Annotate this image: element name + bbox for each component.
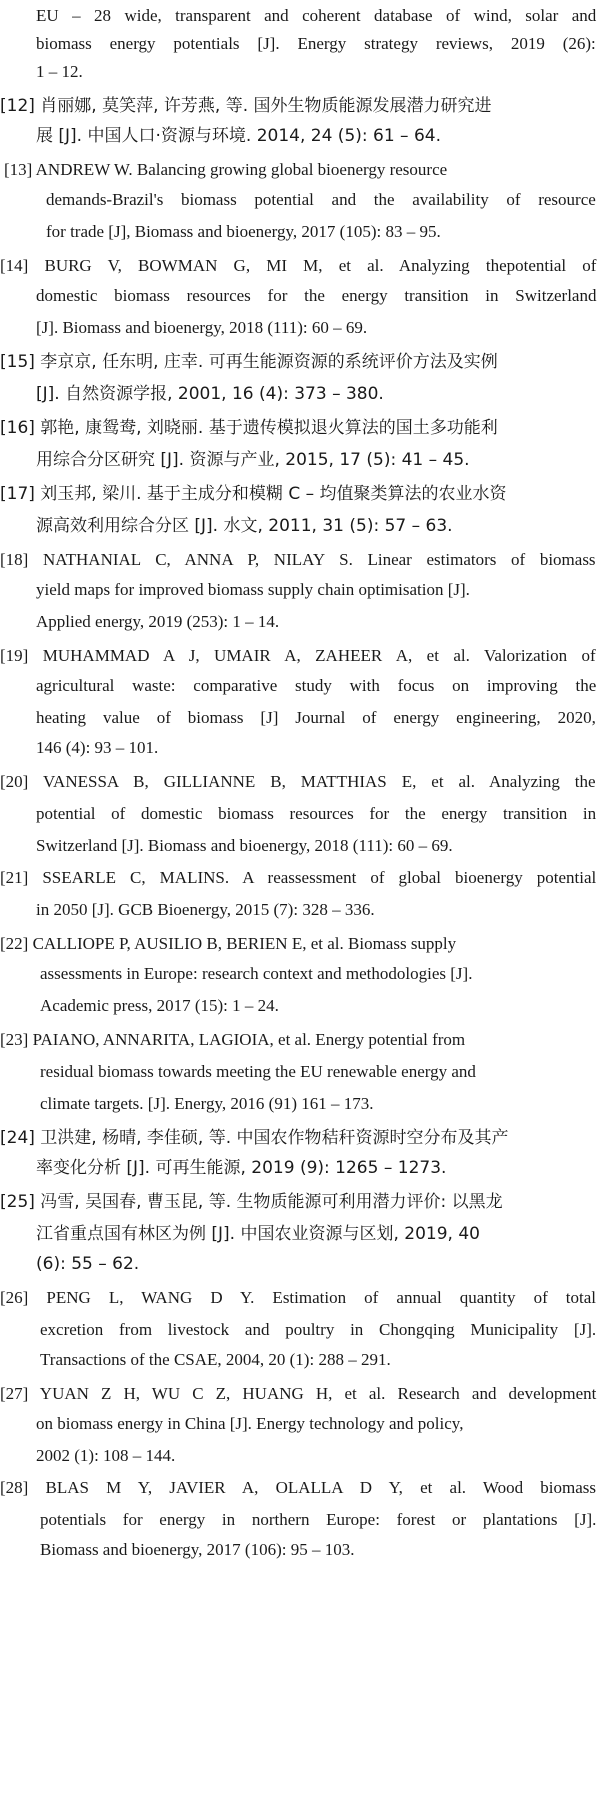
reference-entry-line: 146 (4): 93 – 101. [36, 738, 159, 757]
reference-entry-line: 展 [J]. 中国人口·资源与环境. 2014, 24 (5): 61 – 64. [36, 126, 441, 146]
reference-entry-line: biomass energy potentials [J]. Energy strategy reviews, 2019 (26): [36, 34, 596, 53]
reference-entry-line: demands-Brazil's biomass potential and the availability of resource [46, 190, 596, 209]
reference-entry-line: for trade [J], Biomass and bioenergy, 2017 (105): 83 – 95. [46, 222, 441, 241]
reference-entry-line: agricultural waste: comparative study with focus on improving the [36, 676, 597, 695]
reference-entry-line: climate targets. [J]. Energy, 2016 (91) 161 – 173. [40, 1094, 374, 1113]
reference-entry-first-line: [23] PAIANO, ANNARITA, LAGIOIA, et al. Energy potential from [0, 1030, 466, 1049]
reference-entry-first-line: [24] 卫洪建, 杨晴, 李佳硕, 等. 中国农作物秸秆资源时空分布及其产 [0, 1128, 509, 1148]
reference-entry-line: 2002 (1): 108 – 144. [36, 1446, 176, 1465]
reference-entry-line: 源高效利用综合分区 [J]. 水文, 2011, 31 (5): 57 – 63. [36, 516, 453, 536]
reference-entry-first-line: [12] 肖丽娜, 莫笑萍, 许芳燕, 等. 国外生物质能源发展潜力研究进 [0, 96, 492, 116]
reference-entry-first-line: EU – 28 wide, transparent and coherent database of wind, solar and [36, 6, 597, 25]
reference-entry-line: [J]. 自然资源学报, 2001, 16 (4): 373 – 380. [36, 384, 384, 404]
reference-entry-line: heating value of biomass [J] Journal of energy engineering, 2020, [36, 708, 596, 727]
reference-entry-first-line: [15] 李京京, 任东明, 庄幸. 可再生能源资源的系统评价方法及实例 [0, 352, 498, 372]
reference-entry-first-line: [21] SSEARLE C, MALINS. A reassessment of global bioenergy potential [0, 868, 597, 887]
reference-entry-line: excretion from livestock and poultry in Chongqing Municipality [J]. [40, 1320, 597, 1339]
reference-entry-line: in 2050 [J]. GCB Bioenergy, 2015 (7): 328 – 336. [36, 900, 375, 919]
reference-entry-line: residual biomass towards meeting the EU renewable energy and [40, 1062, 476, 1081]
reference-entry-line: Switzerland [J]. Biomass and bioenergy, 2018 (111): 60 – 69. [36, 836, 453, 855]
reference-entry-line: potential of domestic biomass resources for the energy transition in [36, 804, 597, 823]
reference-entry-first-line: [25] 冯雪, 吴国春, 曹玉昆, 等. 生物质能源可利用潜力评价: 以黑龙 [0, 1192, 503, 1212]
reference-entry-line: domestic biomass resources for the energy transition in Switzerland [36, 286, 597, 305]
reference-entry-line: 率变化分析 [J]. 可再生能源, 2019 (9): 1265 – 1273. [36, 1158, 447, 1178]
reference-entry-first-line: [22] CALLIOPE P, AUSILIO B, BERIEN E, et al. Biomass supply [0, 934, 457, 953]
reference-entry-first-line: [28] BLAS M Y, JAVIER A, OLALLA D Y, et al. Wood biomass [0, 1478, 597, 1497]
reference-entry-first-line: [18] NATHANIAL C, ANNA P, NILAY S. Linear estimators of biomass [0, 550, 596, 569]
reference-entry-line: Biomass and bioenergy, 2017 (106): 95 – 103. [40, 1540, 355, 1559]
reference-entry-first-line: [13] ANDREW W. Balancing growing global bioenergy resource [4, 160, 448, 179]
reference-entry-line: [J]. Biomass and bioenergy, 2018 (111): 60 – 69. [36, 318, 368, 337]
reference-entry-line: potentials for energy in northern Europe: forest or plantations [J]. [40, 1510, 597, 1529]
reference-entry-line: (6): 55 – 62. [36, 1254, 140, 1274]
reference-entry-first-line: [20] VANESSA B, GILLIANNE B, MATTHIAS E, et al. Analyzing the [0, 772, 596, 791]
reference-entry-line: assessments in Europe: research context and methodologies [J]. [40, 964, 473, 983]
reference-entry-first-line: [27] YUAN Z H, WU C Z, HUANG H, et al. Research and development [0, 1384, 597, 1403]
reference-entry-line: Applied energy, 2019 (253): 1 – 14. [36, 612, 280, 631]
reference-entry-first-line: [17] 刘玉邦, 梁川. 基于主成分和模糊 C – 均值聚类算法的农业水资 [0, 484, 507, 504]
reference-entry-line: Academic press, 2017 (15): 1 – 24. [40, 996, 279, 1015]
reference-entry-first-line: [19] MUHAMMAD A J, UMAIR A, ZAHEER A, et al. Valorization of [0, 646, 596, 665]
reference-entry-line: Transactions of the CSAE, 2004, 20 (1): 288 – 291. [40, 1350, 391, 1369]
reference-entry-first-line: [16] 郭艳, 康鸳鸯, 刘晓丽. 基于遗传模拟退火算法的国土多功能利 [0, 418, 498, 438]
reference-entry-line: 江省重点国有林区为例 [J]. 中国农业资源与区划, 2019, 40 [36, 1224, 480, 1244]
reference-entry-first-line: [26] PENG L, WANG D Y. Estimation of annual quantity of total [0, 1288, 597, 1307]
reference-entry-line: 用综合分区研究 [J]. 资源与产业, 2015, 17 (5): 41 – 45. [36, 450, 470, 470]
reference-entry-first-line: [14] BURG V, BOWMAN G, MI M, et al. Analyzing thepotential of [0, 256, 597, 275]
reference-entry-line: yield maps for improved biomass supply chain optimisation [J]. [36, 580, 470, 599]
reference-entry-line: on biomass energy in China [J]. Energy technology and policy, [36, 1414, 464, 1433]
reference-entry-line: 1 – 12. [36, 62, 83, 81]
